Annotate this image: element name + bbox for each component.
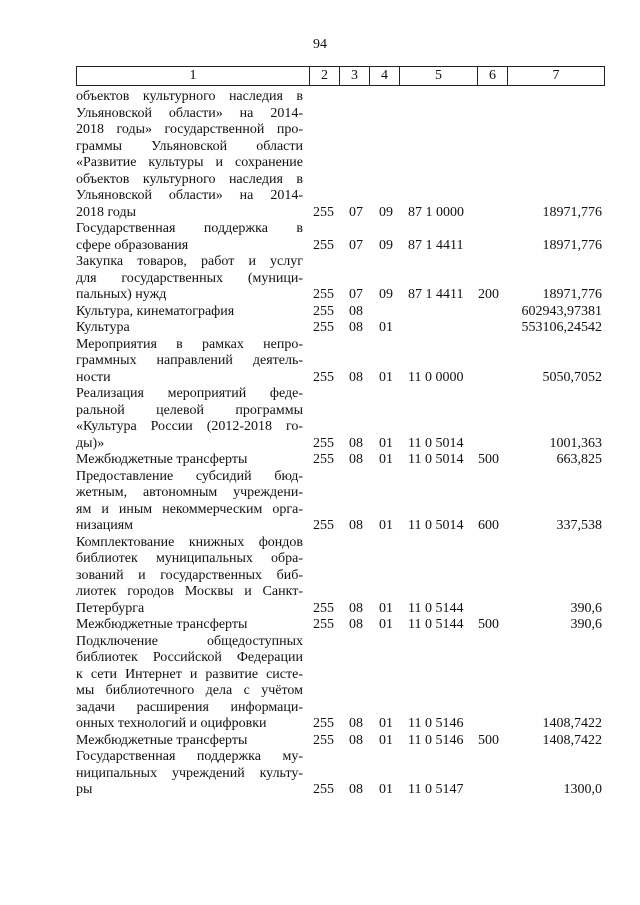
row-code-section: 08 bbox=[349, 369, 363, 385]
row-code-ministry: 255 bbox=[313, 716, 334, 731]
row-amount: 1408,7422 bbox=[542, 732, 602, 748]
row-amount: 5050,7052 bbox=[542, 369, 602, 385]
row-code-ministry: 255 bbox=[313, 732, 334, 748]
row-amount: 337,538 bbox=[556, 518, 602, 533]
row-code-ministry: 255 bbox=[313, 600, 334, 616]
row-code-target: 11 0 5146 bbox=[408, 732, 464, 748]
description-line: жетным, автономным учреждени- bbox=[76, 485, 303, 500]
row-code-section: 08 bbox=[349, 600, 363, 616]
row-description bbox=[76, 469, 307, 535]
row-code-section: 07 bbox=[349, 287, 363, 302]
description-line: Культура bbox=[76, 320, 130, 335]
table-row bbox=[76, 254, 604, 304]
table-row bbox=[76, 535, 604, 618]
row-description bbox=[76, 733, 307, 750]
row-code-ministry: 255 bbox=[313, 518, 334, 533]
row-code-subsection: 01 bbox=[379, 732, 393, 748]
description-line: низациям bbox=[76, 518, 134, 533]
row-code-target: 11 0 5144 bbox=[408, 600, 464, 616]
description-line: для государственных (муници- bbox=[76, 270, 303, 286]
row-code-ministry: 255 bbox=[313, 369, 334, 385]
description-line: лиотек городов Москвы и Санкт- bbox=[76, 584, 303, 599]
row-amount: 1300,0 bbox=[563, 782, 602, 797]
description-line: Подключение общедоступных bbox=[76, 633, 303, 649]
row-code-section: 08 bbox=[349, 435, 363, 451]
table-body bbox=[76, 89, 604, 799]
row-code-ministry: 255 bbox=[313, 452, 334, 467]
row-amount: 663,825 bbox=[556, 452, 602, 467]
row-description bbox=[76, 386, 307, 452]
row-amount: 1408,7422 bbox=[542, 716, 602, 731]
description-line: Предоставление субсидий бюд- bbox=[76, 468, 303, 484]
description-line: ральной целевой программы bbox=[76, 402, 303, 418]
row-description bbox=[76, 634, 307, 733]
description-line: библиотек муниципальных обра- bbox=[76, 551, 303, 566]
row-amount: 18971,776 bbox=[542, 237, 602, 253]
table-row bbox=[76, 304, 604, 321]
row-code-expense-type: 500 bbox=[478, 617, 499, 632]
row-code-section: 08 bbox=[349, 782, 363, 797]
row-code-ministry: 255 bbox=[313, 782, 334, 797]
description-line: Петербурга bbox=[76, 600, 145, 616]
description-line: Ульяновской области» на 2014- bbox=[76, 188, 303, 203]
table-row bbox=[76, 89, 604, 221]
row-description bbox=[76, 221, 307, 254]
row-amount: 553106,24542 bbox=[521, 320, 602, 335]
description-line: библиотек Российской Федерации bbox=[76, 650, 303, 665]
description-line: Межбюджетные трансферты bbox=[76, 732, 248, 748]
row-code-target: 11 0 5014 bbox=[408, 518, 464, 533]
row-code-expense-type: 600 bbox=[478, 518, 499, 533]
table-row bbox=[76, 337, 604, 387]
description-line: ды)» bbox=[76, 435, 105, 451]
row-code-ministry: 255 bbox=[313, 287, 334, 302]
row-amount: 390,6 bbox=[570, 617, 602, 632]
description-line: Государственная поддержка в bbox=[76, 221, 303, 236]
description-line: Межбюджетные трансферты bbox=[76, 452, 248, 467]
description-line: граммных направлений деятель- bbox=[76, 353, 303, 368]
row-code-target: 11 0 5014 bbox=[408, 452, 464, 467]
table-header bbox=[76, 66, 605, 86]
description-line: пальных) нужд bbox=[76, 287, 167, 302]
description-line: Государственная поддержка му- bbox=[76, 749, 303, 764]
description-line: «Развитие культуры и сохранение bbox=[76, 155, 303, 170]
description-line: онных технологий и оцифровки bbox=[76, 716, 267, 731]
row-description bbox=[76, 617, 307, 634]
description-line: ям и иным некоммерческим орга- bbox=[76, 501, 303, 517]
description-line: задачи расширения информаци- bbox=[76, 699, 303, 715]
row-code-expense-type: 200 bbox=[478, 287, 499, 302]
row-description bbox=[76, 452, 307, 469]
table-row bbox=[76, 320, 604, 337]
description-line: «Культура России (2012-2018 го- bbox=[76, 419, 303, 434]
header-col-7: 7 bbox=[508, 67, 605, 86]
description-line: зований и государственных биб- bbox=[76, 567, 303, 583]
header-col-5: 5 bbox=[400, 67, 478, 86]
row-description bbox=[76, 320, 307, 337]
row-code-subsection: 09 bbox=[379, 204, 393, 220]
row-code-section: 08 bbox=[349, 617, 363, 632]
description-line: сфере образования bbox=[76, 237, 189, 253]
row-code-expense-type: 500 bbox=[478, 452, 499, 467]
description-line: объектов культурного наследия в bbox=[76, 89, 303, 104]
row-description bbox=[76, 304, 307, 321]
row-code-ministry: 255 bbox=[313, 320, 334, 335]
table-row bbox=[76, 749, 604, 799]
description-line: граммы Ульяновской области bbox=[76, 138, 303, 154]
row-code-ministry: 255 bbox=[313, 617, 334, 632]
row-code-target: 11 0 5147 bbox=[408, 782, 464, 797]
description-line: Мероприятия в рамках непро- bbox=[76, 336, 303, 352]
description-line: 2018 годы» государственной про- bbox=[76, 122, 303, 137]
header-col-6: 6 bbox=[478, 67, 508, 86]
description-line: Закупка товаров, работ и услуг bbox=[76, 254, 303, 269]
description-line: объектов культурного наследия в bbox=[76, 171, 303, 187]
description-line: Межбюджетные трансферты bbox=[76, 617, 248, 632]
row-code-subsection: 01 bbox=[379, 320, 393, 335]
table-row bbox=[76, 221, 604, 254]
row-amount: 390,6 bbox=[570, 600, 602, 616]
row-code-ministry: 255 bbox=[313, 204, 334, 220]
description-line: ности bbox=[76, 369, 111, 385]
row-code-subsection: 01 bbox=[379, 782, 393, 797]
row-amount: 1001,363 bbox=[549, 435, 602, 451]
row-code-subsection: 01 bbox=[379, 435, 393, 451]
row-code-ministry: 255 bbox=[313, 303, 334, 319]
header-col-2: 2 bbox=[310, 67, 340, 86]
row-description bbox=[76, 535, 307, 618]
row-description bbox=[76, 337, 307, 387]
page-number: 94 bbox=[313, 37, 327, 52]
row-code-ministry: 255 bbox=[313, 435, 334, 451]
header-col-4: 4 bbox=[370, 67, 400, 86]
row-description bbox=[76, 254, 307, 304]
row-code-subsection: 09 bbox=[379, 287, 393, 302]
row-description bbox=[76, 89, 307, 221]
row-code-ministry: 255 bbox=[313, 237, 334, 253]
row-code-target: 87 1 4411 bbox=[408, 287, 464, 302]
description-line: 2018 годы bbox=[76, 204, 137, 220]
row-code-subsection: 01 bbox=[379, 369, 393, 385]
row-code-section: 08 bbox=[349, 716, 363, 731]
table-row bbox=[76, 386, 604, 452]
row-code-subsection: 01 bbox=[379, 600, 393, 616]
description-line: мы библиотечного дела с учётом bbox=[76, 683, 303, 698]
row-code-target: 11 0 0000 bbox=[408, 369, 464, 385]
description-line: Реализация мероприятий феде- bbox=[76, 386, 303, 401]
row-code-target: 87 1 4411 bbox=[408, 237, 464, 253]
row-code-section: 08 bbox=[349, 518, 363, 533]
row-code-target: 11 0 5146 bbox=[408, 716, 464, 731]
description-line: Ульяновской области» на 2014- bbox=[76, 105, 303, 121]
row-code-target: 87 1 0000 bbox=[408, 204, 464, 220]
row-amount: 18971,776 bbox=[542, 287, 602, 302]
description-line: к сети Интернет и развитие систе- bbox=[76, 666, 303, 682]
row-code-subsection: 09 bbox=[379, 237, 393, 253]
row-code-subsection: 01 bbox=[379, 617, 393, 632]
row-code-section: 08 bbox=[349, 303, 363, 319]
row-code-section: 08 bbox=[349, 732, 363, 748]
row-code-section: 08 bbox=[349, 452, 363, 467]
table-row bbox=[76, 634, 604, 733]
table-row bbox=[76, 617, 604, 634]
row-code-section: 07 bbox=[349, 237, 363, 253]
row-code-subsection: 01 bbox=[379, 518, 393, 533]
row-amount: 18971,776 bbox=[542, 204, 602, 220]
description-line: ры bbox=[76, 782, 93, 797]
description-line: Комплектование книжных фондов bbox=[76, 534, 303, 550]
row-description bbox=[76, 749, 307, 799]
description-line: ниципальных учреждений культу- bbox=[76, 765, 303, 781]
row-code-section: 08 bbox=[349, 320, 363, 335]
description-line: Культура, кинематография bbox=[76, 303, 235, 319]
row-code-target: 11 0 5014 bbox=[408, 435, 464, 451]
row-code-subsection: 01 bbox=[379, 452, 393, 467]
row-code-target: 11 0 5144 bbox=[408, 617, 464, 632]
table-row bbox=[76, 733, 604, 750]
row-code-expense-type: 500 bbox=[478, 732, 499, 748]
header-col-1: 1 bbox=[77, 67, 310, 86]
row-amount: 602943,97381 bbox=[521, 303, 602, 319]
table-row bbox=[76, 452, 604, 469]
row-code-subsection: 01 bbox=[379, 716, 393, 731]
table-row bbox=[76, 469, 604, 535]
header-col-3: 3 bbox=[340, 67, 370, 86]
row-code-section: 07 bbox=[349, 204, 363, 220]
